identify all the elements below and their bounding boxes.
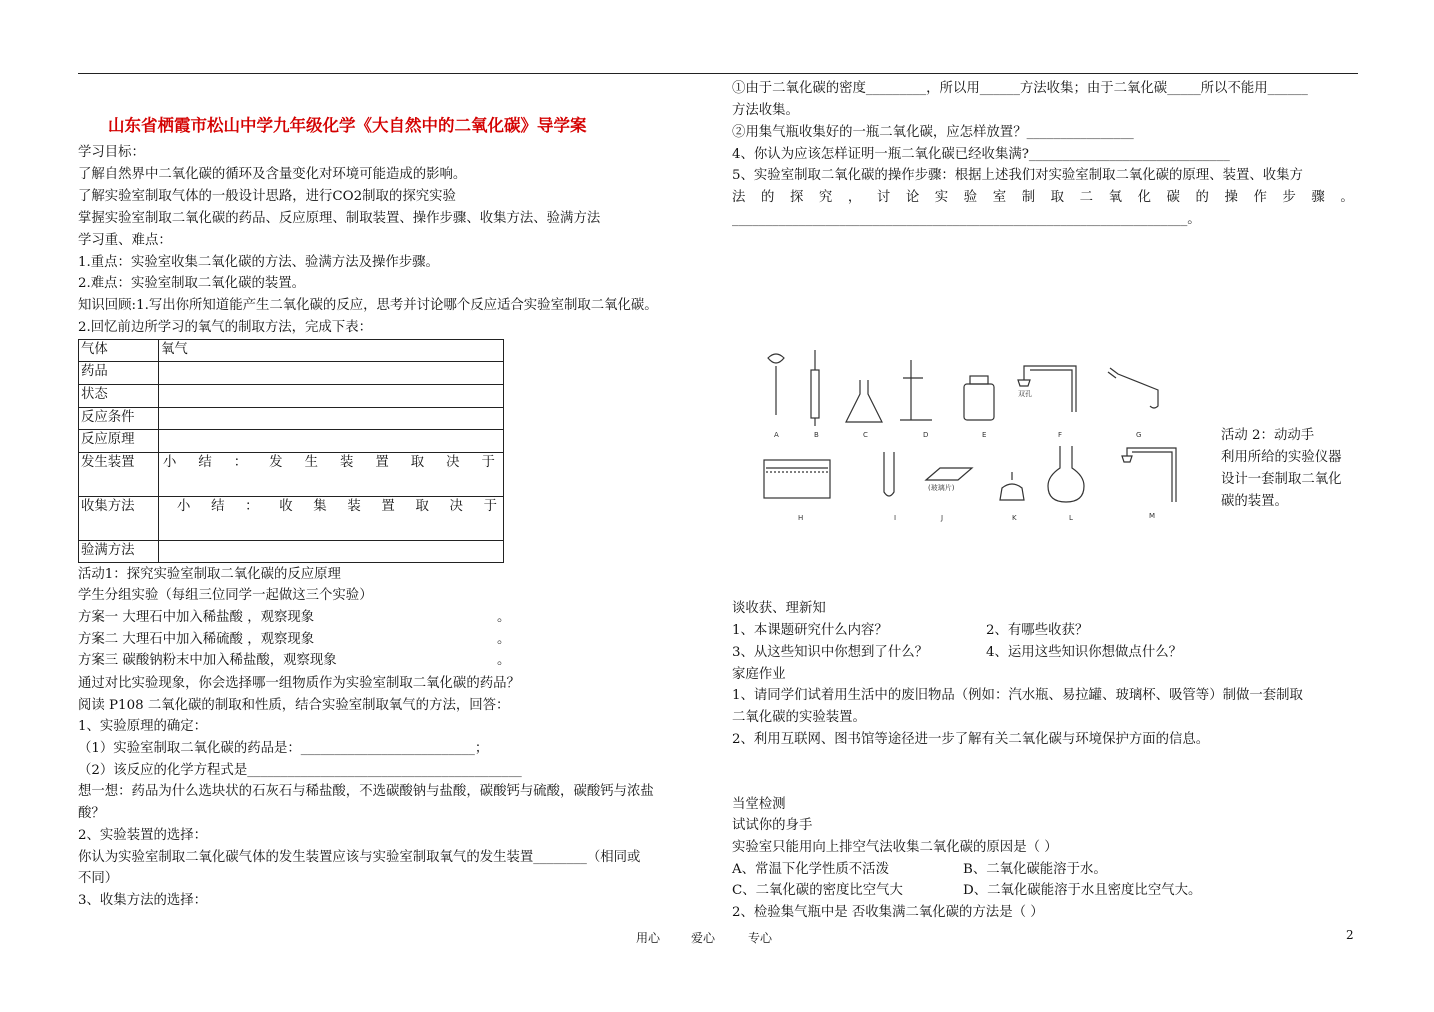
question-3: 3、收集方法的选择： <box>78 893 208 908</box>
justified-char: 作 <box>1253 190 1267 205</box>
justified-char: 验 <box>963 190 978 205</box>
justified-char: 实 <box>934 190 949 205</box>
plan-3-end: 。 <box>497 653 511 668</box>
justified-char: 室 <box>992 190 1007 205</box>
homework-2: 2、利用互联网、图书馆等途径进一步了解有关二氧化碳与环境保护方面的信息。 <box>732 732 1210 747</box>
justified-char: 究 <box>818 190 833 205</box>
figure-label: F <box>1058 431 1063 439</box>
question-2a: 你认为实验室制取二氧化碳气体的发生装置应该与实验室制取氧气的发生装置________（相同或 <box>78 850 641 865</box>
question-2b: 不同） <box>78 871 119 886</box>
justified-char: 化 <box>1137 190 1151 205</box>
question-1b: （2）该反应的化学方程式是_________________________________________ <box>78 763 522 778</box>
funnel-icon <box>768 354 784 415</box>
table-label: 气体 <box>79 340 159 362</box>
try-heading: 试试你的身手 <box>732 818 813 833</box>
answer-line: ____________________________________________________________________。 <box>732 212 1201 227</box>
homework-1-continued: 二氧化碳的实验装置。 <box>732 710 866 725</box>
round-flask-icon <box>1048 446 1084 502</box>
table-label: 状态 <box>79 385 159 408</box>
justified-char: 法 <box>732 190 746 205</box>
table-label: 发生装置 <box>79 453 159 497</box>
think-line-2: 酸？ <box>78 806 105 821</box>
summary-char: 取 <box>410 455 425 470</box>
justified-char: 碳 <box>1166 190 1180 205</box>
summary-char: 决 <box>446 455 460 470</box>
table-label: 反应原理 <box>79 430 159 453</box>
plan-2: 方案二 大理石中加入稀硫酸 ，观察现象 <box>78 632 315 647</box>
compare-question: 通过对比实验现象，你会选择哪一组物质作为实验室制取二氧化碳的药品？ <box>78 676 520 691</box>
justified-char: 二 <box>1079 190 1094 205</box>
summary-char: ： <box>245 499 259 514</box>
footer-text: 用心 <box>636 931 661 945</box>
test-question-1: 实验室只能用向上排空气法收集二氧化碳的原因是（ ） <box>732 840 1058 855</box>
figure-label: I <box>894 514 897 522</box>
gas-bottle-icon <box>964 376 994 420</box>
summary-char: 收 <box>279 499 293 514</box>
table-value <box>159 430 504 453</box>
harvest-heading: 谈收获、理新知 <box>732 601 826 616</box>
footer-text: 专心 <box>748 931 773 945</box>
header-rule <box>78 73 1358 74</box>
summary-char: 装 <box>347 499 361 514</box>
review-1: 知识回顾:1.写出你所知道能产生二氧化碳的反应，思考并讨论哪个反应适合实验室制取二氧化碳。 <box>78 298 658 313</box>
plan-2-end: 。 <box>497 632 511 647</box>
summary-char: 结 <box>211 499 225 514</box>
table-label: 验满方法 <box>79 541 159 563</box>
table-value <box>159 362 504 385</box>
figure-label: D <box>923 431 929 439</box>
figure-label: K <box>1012 514 1017 522</box>
page-number: 2 <box>1346 928 1354 942</box>
summary-char: 小 <box>163 455 177 470</box>
plan-1: 方案一 大理石中加入稀盐酸 ，观察现象 <box>78 610 315 625</box>
double-hole-stopper-icon <box>1018 366 1076 412</box>
figure-label: H <box>798 514 804 522</box>
summary-char: 决 <box>449 499 463 514</box>
figure-label: C <box>863 431 868 439</box>
table-label: 药品 <box>79 362 159 385</box>
iron-stand-icon <box>900 360 932 420</box>
goal-item: 掌握实验室制取二氧化碳的药品、反应原理、制取装置、操作步骤、收集方法、验满方法 <box>78 211 601 226</box>
summary-char: 装 <box>339 455 354 470</box>
justified-char: 论 <box>905 190 920 205</box>
apparatus-figure <box>718 340 1213 525</box>
summary-char: ： <box>233 455 248 470</box>
option-d: D、二氧化碳能溶于水且密度比空气大。 <box>963 883 1202 898</box>
collect-line-2: 方法收集。 <box>732 103 799 118</box>
footer-text: 爱心 <box>691 931 716 945</box>
question-5: 5、实验室制取二氧化碳的操作步骤：根据上述我们对实验室制取二氧化碳的原理、装置、收集方 <box>732 168 1303 183</box>
goal-item: 了解自然界中二氧化碳的循环及含量变化对环境可能造成的影响。 <box>78 167 467 182</box>
plan-1-end: 。 <box>497 610 511 625</box>
activity-2-text: 利用所给的实验仪器 <box>1221 450 1342 465</box>
harvest-q4: 4、运用这些知识你想做点什么？ <box>986 645 1182 660</box>
activity-2-text: 设计一套制取二氧化 <box>1221 472 1342 487</box>
alcohol-lamp-icon <box>1000 472 1024 500</box>
table-value <box>159 541 504 563</box>
activity-2-title: 活动 2：动动手 <box>1221 428 1315 443</box>
collect-line-1: ①由于二氧化碳的密度_________，所以用______方法收集；由于二氧化碳_____所以不能用______ <box>732 81 1308 96</box>
homework-heading: 家庭作业 <box>732 667 786 682</box>
question-1a: （1）实验室制取二氧化碳的药品是：__________________________； <box>78 741 489 756</box>
harvest-q1: 1、本课题研究什么内容？ <box>732 623 888 638</box>
harvest-q2: 2、有哪些收获？ <box>986 623 1089 638</box>
summary-char: 取 <box>415 499 429 514</box>
key-heading: 学习重、难点： <box>78 233 172 248</box>
table-value <box>159 497 504 541</box>
summary-char: 结 <box>198 455 212 470</box>
figure-label: M <box>1149 512 1156 520</box>
option-c: C、二氧化碳的密度比空气大 <box>732 883 903 898</box>
justified-char: 探 <box>789 190 804 205</box>
bent-tube-icon <box>1108 368 1158 408</box>
review-2: 2.回忆前边所学习的氧气的制取方法，完成下表： <box>78 320 372 335</box>
justified-char: 步 <box>1282 190 1296 205</box>
question-2: 2、实验装置的选择： <box>78 828 208 843</box>
justified-char: 的 <box>760 190 775 205</box>
justified-char: 。 <box>1340 190 1354 205</box>
summary-char: 生 <box>304 455 318 470</box>
option-b: B、二氧化碳能溶于水。 <box>963 862 1107 877</box>
table-value <box>159 408 504 430</box>
justified-char: 氧 <box>1108 190 1122 205</box>
think-line-1: 想一想：药品为什么选块状的石灰石与稀盐酸，不选碳酸钠与盐酸，碳酸钙与硫酸，碳酸钙与浓盐 <box>78 784 654 799</box>
goal-item: 了解实验室制取气体的一般设计思路，进行CO2制取的探究实验 <box>78 189 456 204</box>
page-title: 山东省栖霞市松山中学九年级化学《大自然中的二氧化碳》导学案 <box>108 116 587 135</box>
justified-char: 的 <box>1195 190 1209 205</box>
justified-char: 骤 <box>1311 190 1325 205</box>
delivery-tube-icon <box>1122 448 1176 502</box>
figure-label: E <box>982 431 987 439</box>
plan-3: 方案三 碳酸钠粉末中加入稀盐酸，观察现象 <box>78 653 337 668</box>
figure-label: G <box>1136 431 1142 439</box>
difficult-point: 2.难点：实验室制取二氧化碳的装置。 <box>78 276 306 291</box>
figure-label: A <box>774 431 779 439</box>
summary-char: 置 <box>381 499 395 514</box>
activity-2-text: 碳的装置。 <box>1221 494 1288 509</box>
summary-char: 集 <box>313 499 327 514</box>
figure-label: B <box>814 431 819 439</box>
justified-char: 制 <box>1021 190 1036 205</box>
justified-char: 操 <box>1224 190 1238 205</box>
question-1: 1、实验原理的确定： <box>78 719 208 734</box>
group-experiment: 学生分组实验（每组三位同学一起做这三个实验） <box>78 588 373 603</box>
figure-label: J <box>941 514 944 522</box>
test-heading: 当堂检测 <box>732 797 786 812</box>
justified-char: ， <box>847 190 862 205</box>
collect-line-3: ②用集气瓶收集好的一瓶二氧化碳，应怎样放置？________________ <box>732 125 1134 140</box>
syringe-icon <box>811 350 819 426</box>
table-value: 氧气 <box>159 340 504 362</box>
reading-task: 阅读 P108 二氧化碳的制取和性质，结合实验室制取氧气的方法，回答： <box>78 698 510 713</box>
summary-char: 于 <box>483 499 497 514</box>
double-hole-label: 双孔 <box>1018 390 1032 398</box>
table-label: 收集方法 <box>79 497 159 541</box>
goals-heading: 学习目标： <box>78 145 145 160</box>
question-5-continued <box>732 188 1354 208</box>
water-trough-icon <box>764 460 830 498</box>
summary-char: 置 <box>375 455 389 470</box>
figure-label: L <box>1069 514 1073 522</box>
summary-char: 发 <box>269 455 283 470</box>
summary-char: 于 <box>481 455 495 470</box>
conical-flask-icon <box>846 380 882 422</box>
glass-plate-icon <box>926 468 972 480</box>
glass-plate-label: (玻璃片) <box>928 484 955 492</box>
justified-char: 讨 <box>876 190 891 205</box>
justified-char: 取 <box>1050 190 1065 205</box>
harvest-q3: 3、从这些知识中你想到了什么？ <box>732 645 928 660</box>
summary-char: 小 <box>177 499 191 514</box>
key-point: 1.重点：实验室收集二氧化碳的方法、验满方法及操作步骤。 <box>78 255 439 270</box>
table-value <box>159 385 504 408</box>
oxygen-table <box>78 339 504 563</box>
test-tube-icon <box>884 452 894 496</box>
table-value <box>159 453 504 497</box>
table-label: 反应条件 <box>79 408 159 430</box>
homework-1: 1、请同学们试着用生活中的废旧物品（例如：汽水瓶、易拉罐、玻璃杯、吸管等）制做一套制取 <box>732 688 1303 703</box>
question-4: 4、你认为应该怎样证明一瓶二氧化碳已经收集满?______________________________ <box>732 147 1230 162</box>
activity-1: 活动1：探究实验室制取二氧化碳的反应原理 <box>78 567 341 582</box>
test-question-2: 2、检验集气瓶中是 否收集满二氧化碳的方法是（ ） <box>732 905 1044 920</box>
option-a: A、常温下化学性质不活泼 <box>732 862 889 877</box>
